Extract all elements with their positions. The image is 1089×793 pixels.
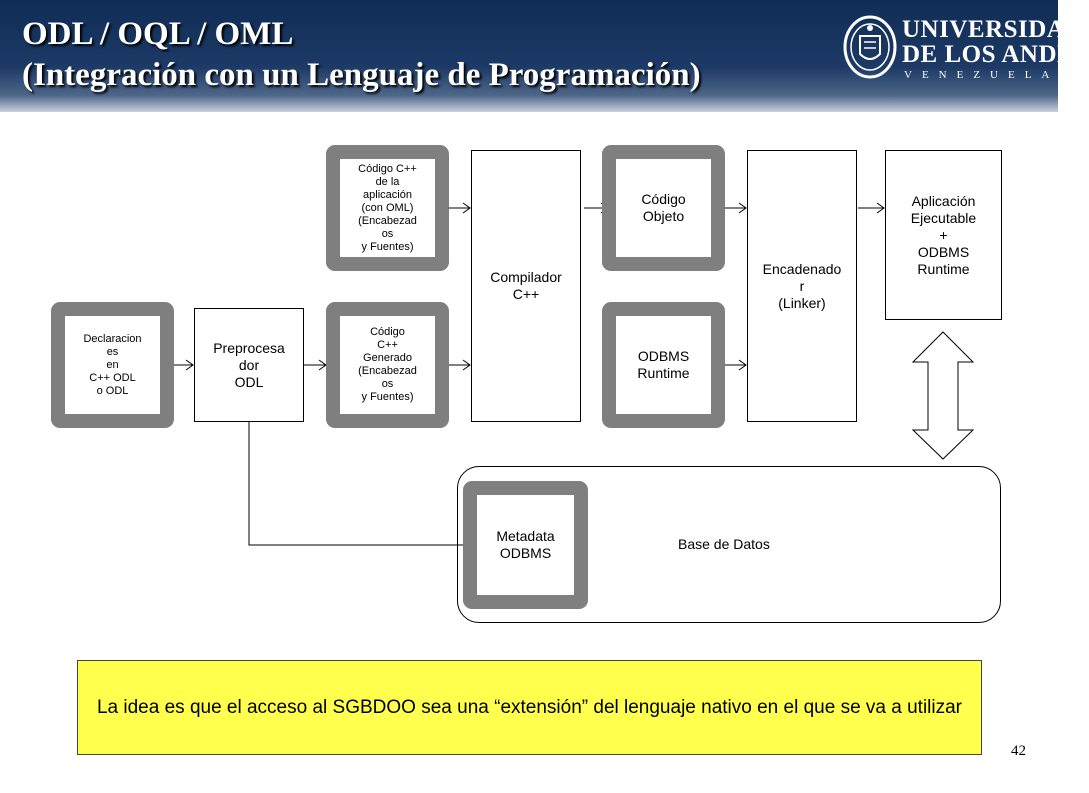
box-codigo-objeto xyxy=(602,145,725,271)
box-codigo-generado-label: Código C++ Generado (Encabezad os y Fuentes) xyxy=(358,326,417,403)
title-line-1: ODL / OQL / OML xyxy=(22,16,294,52)
box-odbms-runtime xyxy=(602,302,725,428)
box-preprocesador-label: Preprocesa dor ODL xyxy=(213,339,285,390)
box-codigo-generado xyxy=(326,302,449,428)
title-line-2: (Integración con un Lenguaje de Programación) xyxy=(22,57,701,93)
box-compilador-label: Compilador C++ xyxy=(490,269,562,302)
box-aplicacion-label: Aplicación Ejecutable + ODBMS Runtime xyxy=(910,192,977,277)
box-codigo-app-label: Código C++ de la aplicación (con OML) (Encabezad os y Fuentes) xyxy=(358,162,417,253)
logo-line-2: DE LOS ANDES xyxy=(902,41,1089,68)
box-metadata xyxy=(463,481,588,609)
note-box xyxy=(77,660,982,755)
double-arrow-icon xyxy=(913,332,973,459)
arrow-preproc-to-metadata xyxy=(249,422,470,545)
logo-line-1: UNIVERSIDAD xyxy=(902,16,1084,43)
box-compilador xyxy=(471,150,581,422)
box-encadenador-label: Encadenado r (Linker) xyxy=(762,260,842,311)
note-text: La idea es que el acceso al SGBDOO sea una “extensión” del lenguaje nativo en el que se va a utilizar xyxy=(96,696,963,718)
page-number: 42 xyxy=(1011,743,1026,759)
logo-line-3: VENEZUELA xyxy=(904,69,1060,81)
box-odbms-runtime-label: ODBMS Runtime xyxy=(637,348,690,381)
box-aplicacion xyxy=(885,150,1002,320)
database-label: Base de Datos xyxy=(678,536,770,552)
box-declaraciones-label: Declaracion es en C++ ODL o ODL xyxy=(83,332,142,397)
box-preprocesador xyxy=(194,308,304,422)
box-encadenador xyxy=(747,150,857,422)
box-codigo-objeto-label: Código Objeto xyxy=(641,191,686,224)
box-declaraciones xyxy=(51,302,174,428)
box-metadata-label: Metadata ODBMS xyxy=(496,528,555,561)
box-codigo-app xyxy=(326,145,449,271)
